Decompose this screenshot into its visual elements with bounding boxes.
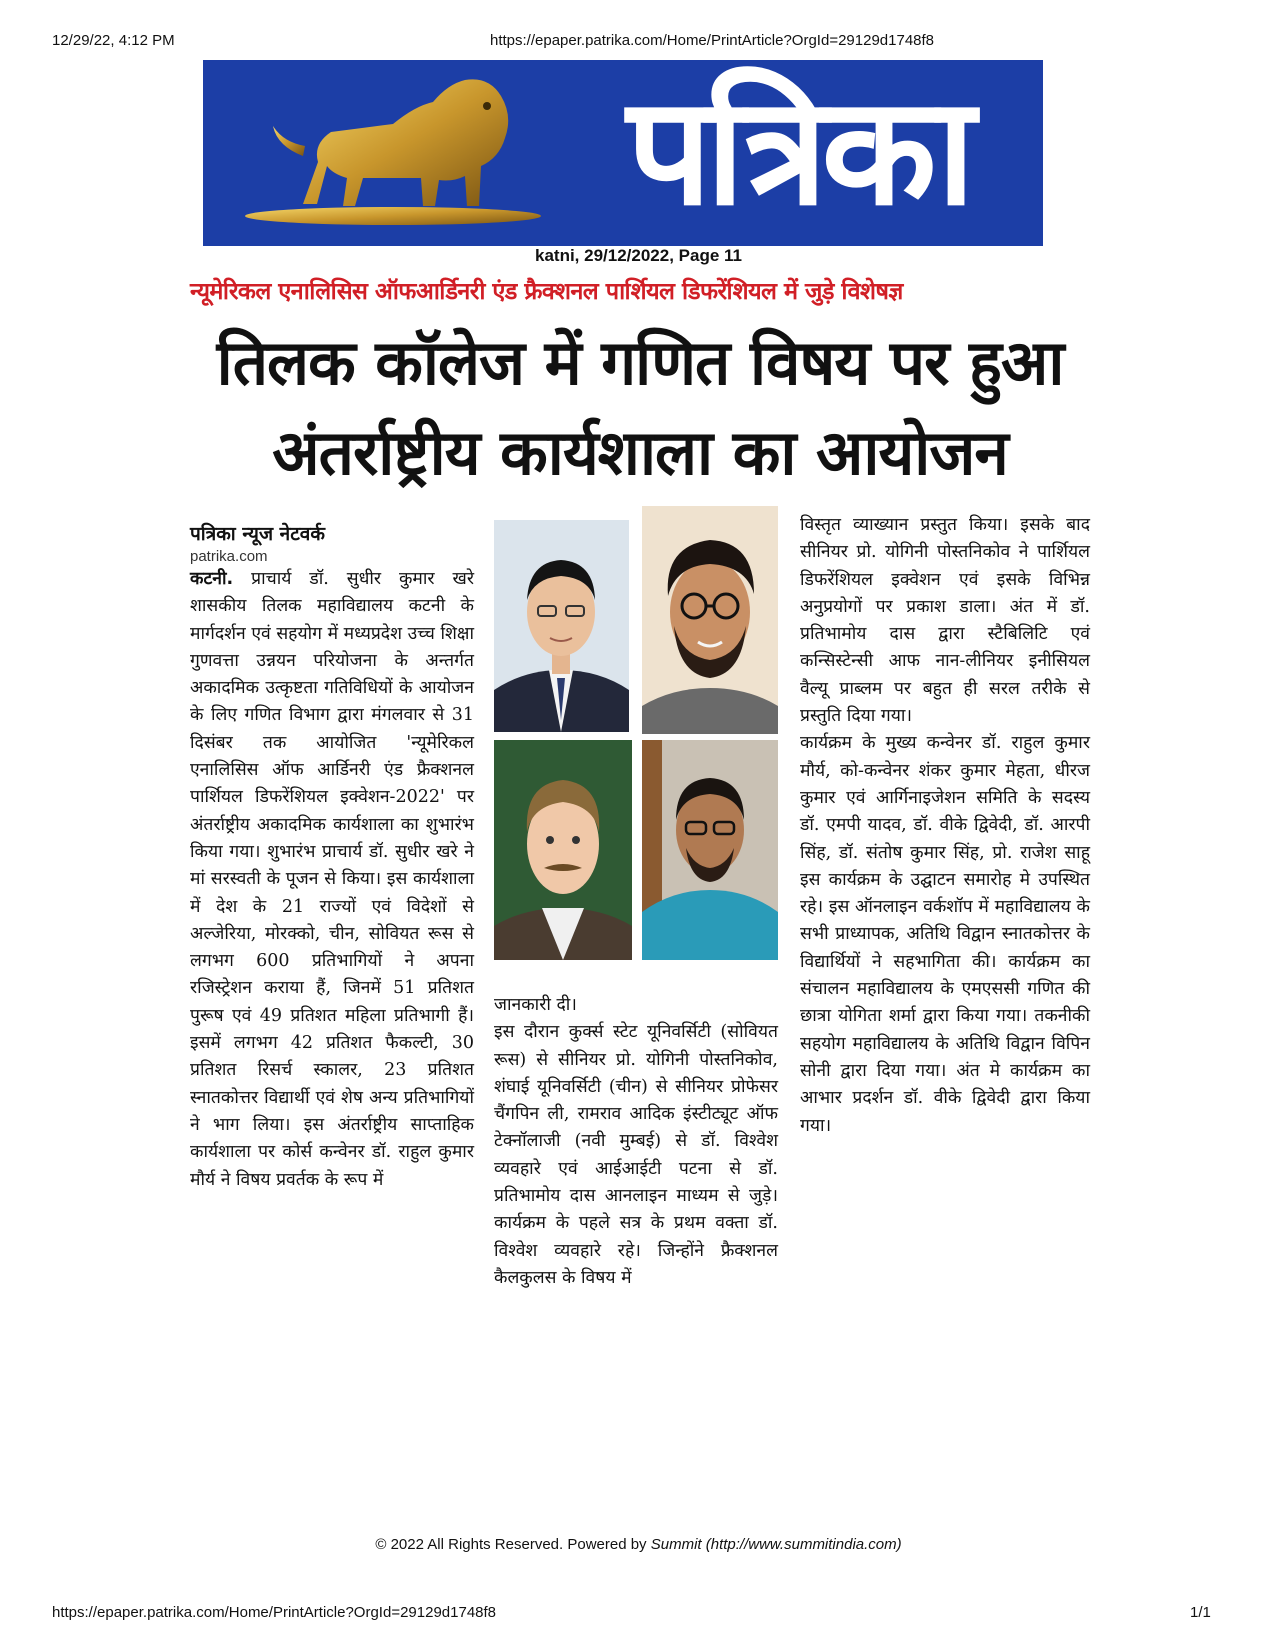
speaker-photo-4 xyxy=(642,740,778,960)
dateline: कटनी. xyxy=(190,569,234,589)
powered-by-url: (http://www.summitindia.com) xyxy=(701,1536,902,1553)
speaker-photo-1 xyxy=(494,520,629,732)
headline-line-1: तिलक कॉलेज में गणित विषय पर हुआ xyxy=(216,326,1064,399)
article-kicker: न्यूमेरिकल एनालिसिस ऑफआर्डिनरी एंड फ्रैक्शनल पार्शियल डिफरेंशियल में जुड़े विशेषज्ञ xyxy=(190,277,903,305)
article-column-1 xyxy=(190,566,474,1194)
byline: पत्रिका न्यूज नेटवर्क xyxy=(190,523,325,545)
print-url-footer: https://epaper.patrika.com/Home/PrintArticle?OrgId=29129d1748f8 xyxy=(52,1604,497,1621)
footer-copyright xyxy=(0,1536,1277,1553)
patrika-logo: पत्रिका xyxy=(626,65,970,239)
print-datetime: 12/29/22, 4:12 PM xyxy=(52,32,175,49)
page-count: 1/1 xyxy=(1190,1604,1211,1621)
speaker-photo-2 xyxy=(642,506,778,734)
article-column-3: विस्तृत व्याख्यान प्रस्तुत किया। इसके बाद सीनियर प्रो. योगिनी पोस्तनिकोव ने पार्शियल डिफरेंशियल इक्वेशन एवं इसके विभिन्न अनुप्रयोगों पर प्रकाश डाला। अंत में डॉ. प्रतिभामोय दास द्वारा स्टैबिलिटि एवं कन्सिस्टेन्सी आफ नान-लीनियर इनीसियल वैल्यू प्राब्लम पर बहुत ही सरल तरीके से प्रस्तुति दिया गया। कार्यक्रम के मुख्य कन्वेनर डॉ. राहुल कुमार मौर्य, को-कन्वेनर शंकर कुमार मेहता, धीरज कुमार एवं आर्गिनाइजेशन समिति के सदस्य डॉ. एमपी यादव, डॉ. वीके द्विवेदी, डॉ. आरपी सिंह, डॉ. संतोष कुमार सिंह, प्रो. राजेश साहू इस कार्यक्रम के उद्घाटन समारोह मे उपस्थित रहे। इस ऑनलाइन वर्कशॉप में महाविद्यालय के सभी प्राध्यापक, अतिथि विद्वान स्नातकोत्तर के विद्यार्थियों ने सहभागिता की। कार्यक्रम का संचालन महाविद्यालय के एमएससी गणित की छात्रा योगिता शर्मा द्वारा किया गया। तकनीकी सहयोग महाविद्यालय के अतिथि विद्वान विपिन सोनी द्वारा दिया गया। अंत मे कार्यक्रम का आभार प्रदर्शन डॉ. वीके द्विवेदी द्वारा किया गया। xyxy=(800,515,1090,1136)
copyright-text: © 2022 All Rights Reserved. Powered by xyxy=(375,1536,651,1553)
powered-by-link[interactable]: Summit xyxy=(650,1536,702,1553)
byline-site: patrika.com xyxy=(190,548,268,565)
headline-line-2: अंतर्राष्ट्रीय कार्यशाला का आयोजन xyxy=(272,416,1008,489)
masthead-banner xyxy=(203,60,1043,246)
print-url-header: https://epaper.patrika.com/Home/PrintArticle?OrgId=29129d1748f8 xyxy=(490,32,935,49)
edition-line: katni, 29/12/2022, Page 11 xyxy=(535,246,742,265)
lion-emblem-icon xyxy=(243,66,553,242)
column-1-text: प्राचार्य डॉ. सुधीर कुमार खरे शासकीय तिलक महाविद्यालय कटनी के मार्गदर्शन एवं सहयोग में मध्यप्रदेश उच्च शिक्षा गुणवत्ता उन्नयन परियोजना के अन्तर्गत अकादमिक उत्कृष्टता गतिविधियों के आयोजन के लिए गणित विभाग द्वारा मंगलवार से 31 दिसंबर तक आयोजित 'न्यूमेरिकल एनालिसिस ऑफ आर्डिनरी एंड फ्रैक्शनल पार्शियल डिफरेंशियल इक्वेशन-2022' पर अंतर्राष्ट्रीय अकादमिक कार्यशाला का शुभारंभ किया गया। शुभारंभ प्राचार्य डॉ. सुधीर खरे ने मां सरस्वती के पूजन से किया। इस कार्यशाला में देश के 21 राज्यों एवं विदेशों से अल्जेरिया, मोरक्को, चीन, सोवियत रूस से लगभग 600 प्रतिभागियों ने अपना रजिस्ट्रेशन कराया हैं, जिनमें 51 प्रतिशत पुरूष एवं 49 प्रतिशत महिला प्रतिभागी हैं। इसमें लगभग 42 प्रतिशत फैकल्टी, 30 प्रतिशत रिसर्च स्कालर, 23 प्रतिशत स्नातकोत्तर विद्यार्थी एवं शेष अन्य प्रतिभागियों ने भाग लिया। इस अंतर्राष्ट्रीय साप्ताहिक कार्यशाला पर कोर्स कन्वेनर डॉ. राहुल कुमार मौर्य ने विषय प्रवर्तक के रूप में xyxy=(190,569,474,1190)
article-column-2: जानकारी दी। इस दौरान कुर्क्स स्टेट यूनिवर्सिटी (सोवियत रूस) से सीनियर प्रो. योगिनी पोस्तनिकोव, शंघाई यूनिवर्सिटी (चीन) से सीनियर प्रोफेसर चैंगपिन ली, रामराव आदिक इंस्टीट्यूट ऑफ टेक्नॉलाजी (नवी मुम्बई) से डॉ. विश्वेश व्यवहारे एवं आईआईटी पटना से डॉ. प्रतिभामोय दास आनलाइन माध्यम से जुड़े। कार्यक्रम के पहले सत्र के प्रथम वक्ता डॉ. विश्वेश व्यवहारे रहे। जिन्होंने फ्रैक्शनल कैलकुलस के विषय में xyxy=(494,995,778,1288)
speaker-photo-3 xyxy=(494,740,632,960)
